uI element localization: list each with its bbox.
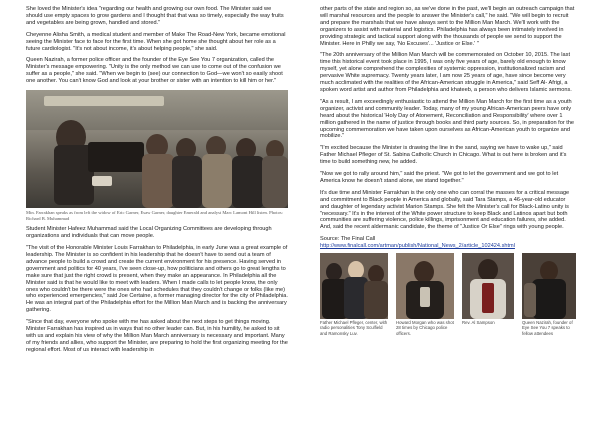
- article-paragraph: "The visit of the Honorable Minister Louis Farrakhan to Philadelphia, in early June was a great example of leadership. The Minister is so confident in his leadership that he doesn't have to send out a team of advance people to build a crowd and create the current environment for his presence. Having served in government and politics for 40 years, I've seen close-up, how politicians and others go to great lengths to make sure that just the right crowd is present, when they make an appearance. In Philadelphia all the Minister said is that he would like to meet with leaders. When I made calls to let people know, the only ones who couldn't be there were the ones who had schedules that they couldn't change or folks (like me) who experienced emergencies," said Joe Certaine, a former managing director for the city of Philadelphia. He was an integral part of the Philadelphia effort for the Million Man March and is backing the anniversary gathering.: [26, 245, 288, 314]
- photo-morgan: [396, 253, 454, 336]
- photo-pfleger: [320, 253, 388, 336]
- article-paragraph: Student Minister Hafeez Muhammad said the Local Organizing Committees are developing through organizations and individuals that can move people.: [26, 226, 272, 240]
- article-paragraph: Queen Nazirah, a former police officer and the founder of the Eye See You 7 organization, called the Minister's message empowering. "Unity is the only method we can use to come out of the confusion we suffer as a people," she said. "When we begin to (see) our connection to God—we won't so easily shoot one another. You can't know God and look at your brother or sister with an intention to kill him or her.": [26, 57, 283, 85]
- photo-strip: [320, 253, 582, 373]
- photo-caption: Father Michael Pfleger, center, with radio personalities Tony Sculfield and Ramonsky Luv.: [320, 320, 388, 336]
- source-line: Source: The Final Call: [320, 236, 376, 243]
- right-column: [320, 6, 576, 373]
- article-paragraph: "The 20th anniversary of the Million Man March will be commemorated on October 10, 2015. The last time this historical event took place in 1995, I was only five years of age, barely old enough to know myself, yet alone comprehend the complexities of systemic oppression, institutionalized racism and pervasive White supremacy. Twenty years later, I am now 25 years of age, have since become very much acclimated with the realities of the African-American struggle in America," said Seff Al- Afrigi, a spoken word artist and author from Philadelphia and khateeb, a person who delivers Islamic sermons.: [320, 52, 572, 93]
- main-photo: [26, 90, 288, 208]
- photo-nazirah: [522, 253, 576, 336]
- photo-caption: Min. Farrakhan speaks as from left the widow of Eric Garner, Esaw Garner, daughter Emerald and analyst Marc Lamont Hill listen. Photos: Richard B. Muhammad: [26, 210, 283, 221]
- article-paragraph: other parts of the state and region so, as we've done in the past, we'll begin an outreach campaign that will marshal resources and the people to answer the Minister's call," he said. "We will begin to recruit and prepare the marshals that we have always sent to the Million Man March. We'll work with the organizers to assist with material and logistics. Philadelphia has always been intimately involved in providing strategic and tactical support along with the thousands of people we send to support the Minister. Here in Philly we say, 'No Excuses'... 'Justice or Else.' ": [320, 6, 575, 47]
- article-paragraph: She loved the Minister's idea "regarding our health and growing our own food. The Minister said we should use empty spaces to grow gardens and I thought that that was so timely, especially the way fruits and vegetables are being grown, handled and stored.": [26, 6, 284, 26]
- left-column: [26, 6, 288, 359]
- article-paragraph: It's due time and Minister Farrakhan is the only one who can corral the masses for a critical message and commitment to Black people in America and globally, said Tara Stamps, a 46-year-old educator and daughter of legendary activist Marion Stamps. She felt the Minister's call for Black-Latino unity is "necessary." It's in the interest of the White power structure to keep Black and Latinos apart but both communities are suffering violence, police killings, imprisonment and education failures, she added. And, said the recent aldermanic candidate, the theme of "Justice Or Else" rings with young people.: [320, 189, 570, 231]
- photo-sampson: [462, 253, 514, 325]
- photo-caption: Rev. Al Sampson: [462, 320, 495, 326]
- photo-caption: Howard Morgan who was shot 28 times by Chicago police officers.: [396, 320, 454, 336]
- source-link[interactable]: http://www.finalcall.com/artman/publish/National_News_2/article_102424.shtml: [320, 243, 515, 250]
- photo-caption: Queen Nazirah, founder of Eye See You 7 speaks to fellow attendees: [522, 320, 573, 336]
- article-paragraph: "I'm excited because the Minister is drawing the line in the sand, saying we have to wake up," said Father Michael Pfleger of St. Sabina Catholic Church in Chicago. What is out here is broken and it's time to build something new, he added.: [320, 145, 567, 166]
- article-paragraph: Cheyenne Alisha Smith, a medical student and member of Make The Road-New York, became emotional seeing the Minister face to face for the first time. When she got home she thought about her role as a future cardiologist. "It's not about income, it's about helping people," she said.: [26, 31, 286, 52]
- article-paragraph: "Now we got to rally around him," said the priest. "We got to let the government and we got to let America know he doesn't stand alone, we stand together.": [320, 171, 559, 184]
- article-paragraph: "Since that day, everyone who spoke with me has asked about the next steps to get things moving. Minister Farrakhan has inspired us in ways that no other leader can. But, in his humility, he asked to sit with us and explain his view of why the Million Man March anniversary is necessary and important. Many of my friends and allies, who support the Minister, are preparing to hold the first organizing meeting for the regional effort. Most of us interact with leadership in: [26, 319, 288, 353]
- article-paragraph: "As a result, I am exceedingly enthusiastic to attend the Million Man March for the first time as a youth organizer, activist and community leader. Today, many of my young African-American peers have only heard about the historical 'Holy Day of Atonement, Reconciliation and Responsibility' where over 1 million gathered in the name of justice through books and third party sources. So, in preparation for the upcoming commemoration we have taken upon ourselves as African-American youth to organize and mobilize.": [320, 98, 575, 140]
